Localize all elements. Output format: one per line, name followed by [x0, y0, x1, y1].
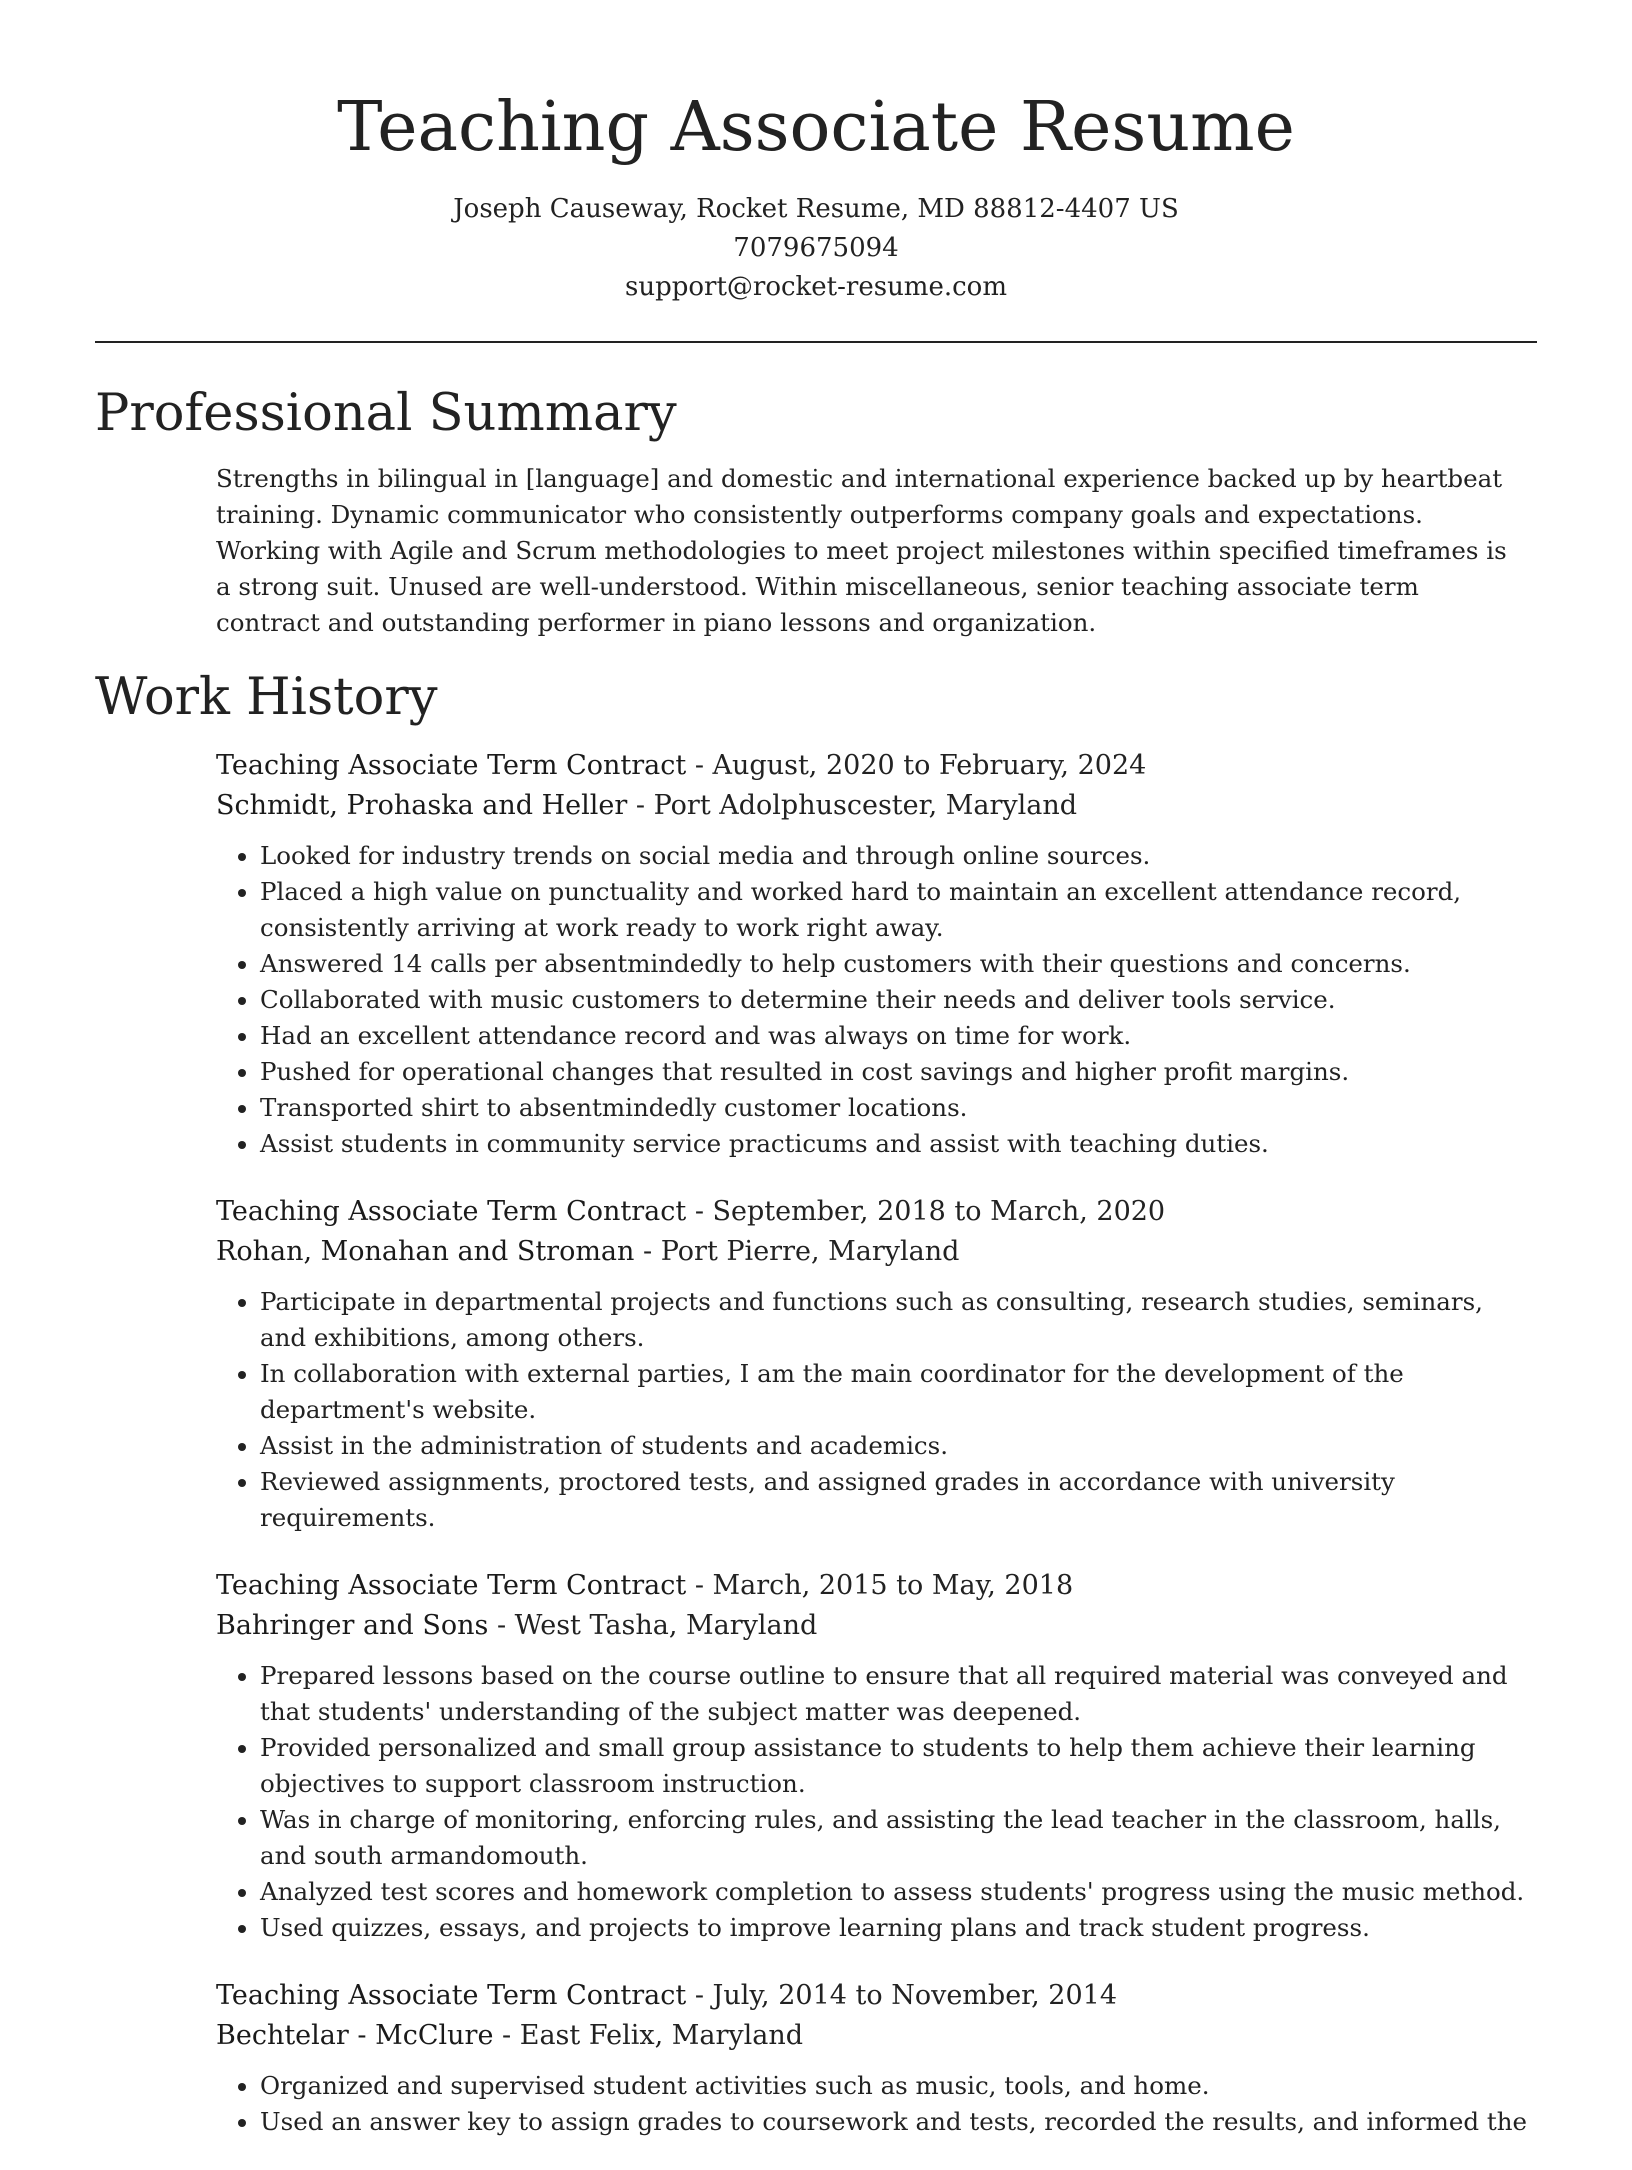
job-dates: July, 2014 to November, 2014	[712, 1980, 1117, 2011]
work-history-list	[216, 746, 1536, 2170]
job-bullet: • In collaboration with external parties, I am the main coordinator for the development of the department's website.	[260, 1356, 1536, 1428]
job-company: Bahringer and Sons	[216, 1610, 489, 1641]
job-dates: August, 2020 to February, 2024	[712, 750, 1147, 781]
job-bullet: • Participate in departmental projects and functions such as consulting, research studies, seminars, and exhibitions, among others.	[260, 1284, 1536, 1356]
job-bullet: • Pushed for operational changes that resulted in cost savings and higher profit margins.	[260, 1054, 1536, 1090]
job-bullets	[216, 1284, 1536, 1536]
job-bullet: • Answered 14 calls per absentmindedly to help customers with their questions and concerns.	[260, 946, 1536, 982]
job-bullet: • Looked for industry trends on social media and through online sources.	[260, 838, 1536, 874]
job-title: Teaching Associate Term Contract	[216, 1196, 687, 1227]
summary-text: Strengths in bilingual in [language] and domestic and international experience backed up by heartbeat training. Dynamic communicator who consistently outperforms company goals and expectations. Working with Agile and Scrum methodologies to meet project milestones within specified timeframes is a strong suit. Unused are well-understood. Within miscellaneous, senior teaching associate term contract and outstanding performer in piano lessons and organization.	[216, 464, 1507, 637]
job-bullet: • Assist students in community service practicums and assist with teaching duties.	[260, 1126, 1536, 1162]
job-title: Teaching Associate Term Contract	[216, 1980, 687, 2011]
job-title-line: Teaching Associate Term Contract - July, 2014 to November, 2014	[216, 1980, 1117, 2011]
work-history-heading: Work History	[95, 668, 438, 727]
job-bullet: • Prepared lessons based on the course outline to ensure that all required material was conveyed and that students' understanding of the subject matter was deepened.	[260, 1658, 1536, 1730]
job-bullet: • Analyzed test scores and homework completion to assess students' progress using the music method.	[260, 1874, 1536, 1910]
job-bullet: • Used an answer key to assign grades to coursework and tests, recorded the results, and informed the	[260, 2104, 1536, 2140]
job-company: Schmidt, Prohaska and Heller	[216, 790, 628, 821]
job-location: East Felix, Maryland	[519, 2020, 804, 2051]
job-bullet: • Organized and supervised student activities such as music, tools, and home.	[260, 2068, 1536, 2104]
summary-heading: Professional Summary	[95, 384, 677, 443]
job-bullet: • Was in charge of monitoring, enforcing rules, and assisting the lead teacher in the classroom, halls, and south armandomouth.	[260, 1802, 1536, 1874]
job-location: West Tasha, Maryland	[514, 1610, 818, 1641]
job-company-line: Rohan, Monahan and Stroman - Port Pierre, Maryland	[216, 1236, 960, 1267]
contact-phone: 7079675094	[733, 233, 899, 263]
job-entry	[216, 1566, 1536, 1946]
contact-block	[0, 190, 1632, 307]
job-bullet: • Transported shirt to absentmindedly customer locations.	[260, 1090, 1536, 1126]
job-dates: September, 2018 to March, 2020	[712, 1196, 1166, 1227]
job-entry	[216, 746, 1536, 1162]
job-title: Teaching Associate Term Contract	[216, 1570, 687, 1601]
contact-email: support@rocket-resume.com	[624, 272, 1007, 302]
job-company-line: Bechtelar - McClure - East Felix, Maryland	[216, 2020, 804, 2051]
job-bullet: • Placed a high value on punctuality and worked hard to maintain an excellent attendance record, consistently arriving at work ready to work right away.	[260, 874, 1536, 946]
contact-address: Joseph Causeway, Rocket Resume, MD 88812-4407 US	[453, 194, 1179, 224]
header-divider	[95, 341, 1537, 343]
job-bullet: • Used quizzes, essays, and projects to improve learning plans and track student progress.	[260, 1910, 1536, 1946]
job-bullets	[216, 2068, 1536, 2140]
job-title: Teaching Associate Term Contract	[216, 750, 687, 781]
job-location: Port Adolphuscester, Maryland	[653, 790, 1078, 821]
job-bullet: • Collaborated with music customers to determine their needs and deliver tools service.	[260, 982, 1536, 1018]
job-title-line: Teaching Associate Term Contract - September, 2018 to March, 2020	[216, 1196, 1166, 1227]
job-bullet: • Reviewed assignments, proctored tests, and assigned grades in accordance with university requirements.	[260, 1464, 1536, 1536]
resume-title: Teaching Associate Resume	[337, 88, 1295, 167]
job-company-line: Bahringer and Sons - West Tasha, Maryland	[216, 1610, 818, 1641]
job-entry	[216, 1976, 1536, 2140]
job-entry	[216, 1192, 1536, 1536]
job-title-line: Teaching Associate Term Contract - March, 2015 to May, 2018	[216, 1570, 1074, 1601]
job-title-line: Teaching Associate Term Contract - August, 2020 to February, 2024	[216, 750, 1147, 781]
job-bullet: • Assist in the administration of students and academics.	[260, 1428, 1536, 1464]
job-bullet: • Had an excellent attendance record and was always on time for work.	[260, 1018, 1536, 1054]
job-company-line: Schmidt, Prohaska and Heller - Port Adolphuscester, Maryland	[216, 790, 1078, 821]
job-company: Bechtelar - McClure	[216, 2020, 494, 2051]
job-company: Rohan, Monahan and Stroman	[216, 1236, 635, 1267]
job-bullet: • Provided personalized and small group assistance to students to help them achieve their learning objectives to support classroom instruction.	[260, 1730, 1536, 1802]
job-location: Port Pierre, Maryland	[660, 1236, 960, 1267]
job-dates: March, 2015 to May, 2018	[712, 1570, 1074, 1601]
job-bullets	[216, 838, 1536, 1162]
job-bullets	[216, 1658, 1536, 1946]
